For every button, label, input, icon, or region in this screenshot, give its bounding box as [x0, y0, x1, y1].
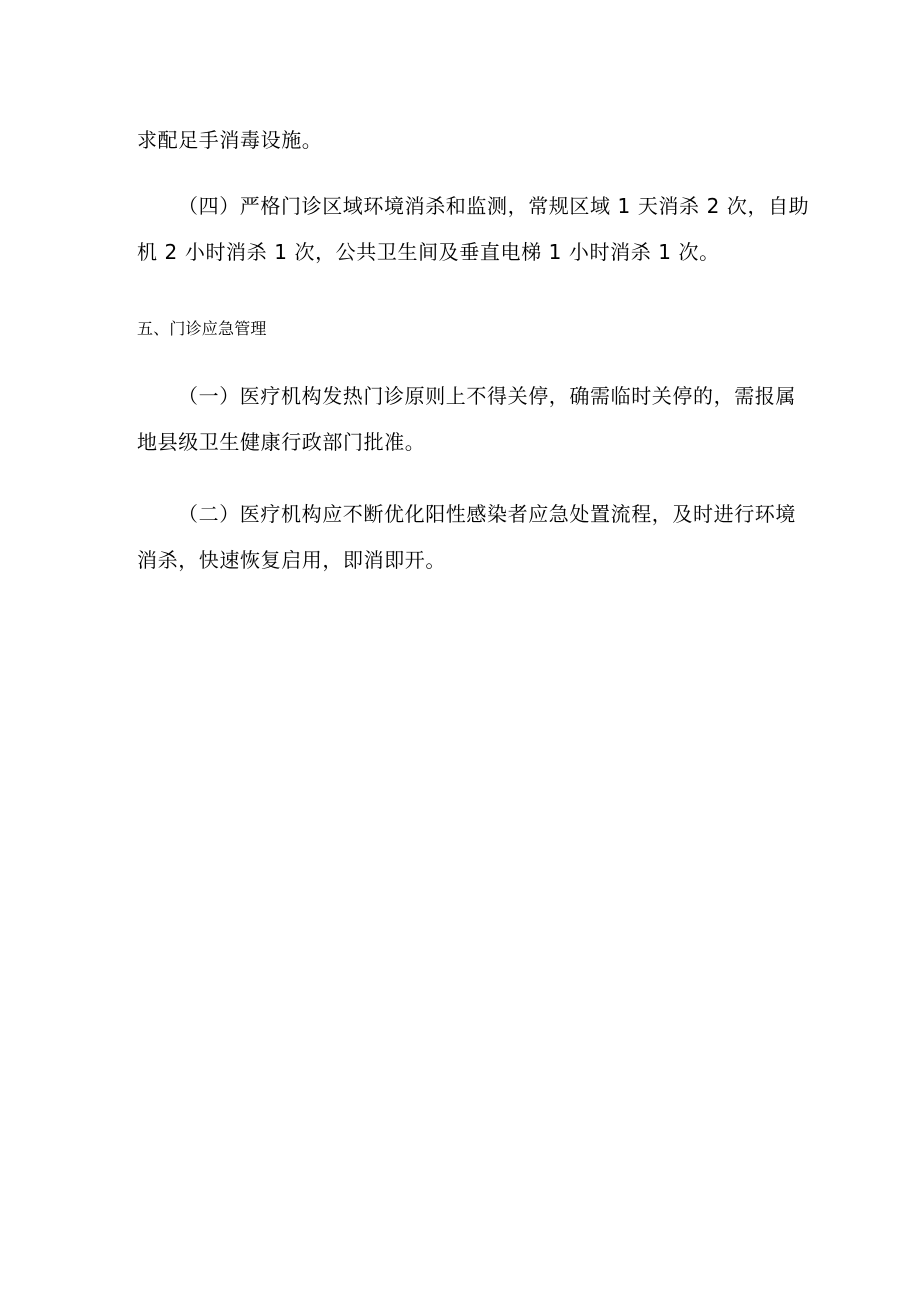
- paragraph-1-line-2: 地县级卫生健康行政部门批准。: [137, 430, 426, 454]
- paragraph-4-line-2: 机 2 小时消杀 1 次，公共卫生间及垂直电梯 1 小时消杀 1 次。: [137, 240, 720, 264]
- paragraph-2-line-1: （二）医疗机构应不断优化阳性感染者应急处置流程，及时进行环境: [178, 502, 796, 526]
- paragraph-1-line-1: （一）医疗机构发热门诊原则上不得关停，确需临时关停的，需报属: [178, 384, 796, 408]
- section-heading: 五、门诊应急管理: [137, 319, 267, 338]
- paragraph-4-line-1: （四）严格门诊区域环境消杀和监测，常规区域 1 天消杀 2 次，自助: [178, 194, 810, 218]
- paragraph-3-continuation: 求配足手消毒设施。: [137, 128, 323, 152]
- paragraph-2-line-2: 消杀，快速恢复启用，即消即开。: [137, 548, 446, 572]
